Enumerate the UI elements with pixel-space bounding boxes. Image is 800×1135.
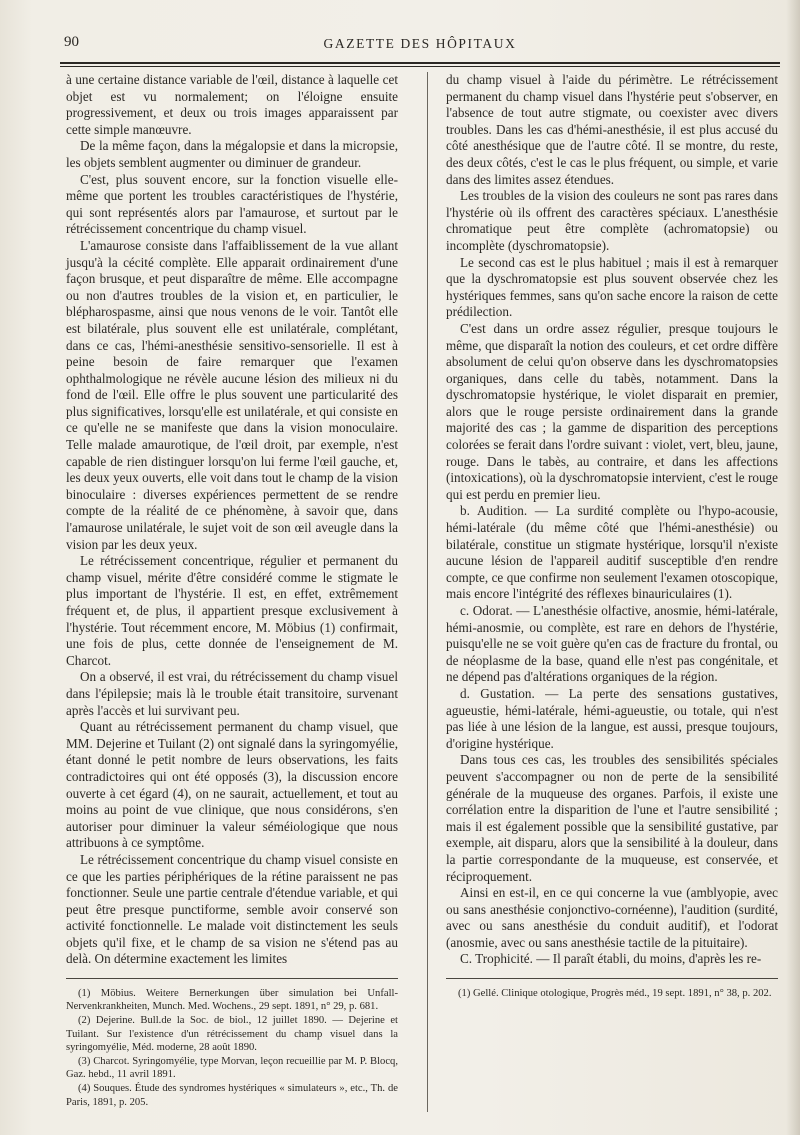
paragraph: à une certaine distance variable de l'œil, distance à laquelle cet objet est vu normalement; on l'éloigne ensuite progressivement, et deux ou trois images apparaissent par cette simple manœuvre. xyxy=(66,72,398,137)
running-title: GAZETTE DES HÔPITAUX xyxy=(323,36,517,51)
paragraph: C'est, plus souvent encore, sur la fonction visuelle elle-même que portent les troubles caractéristiques de l'hystérie, qui sont représentés alors par l'amaurose, et surtout par le rétrécissement concentrique du champ visuel. xyxy=(66,171,398,237)
footnote-rule xyxy=(66,978,398,979)
footnote: (2) Dejerine. Bull.de la Soc. de biol., 12 juillet 1890. — Dejerine et Tuilant. Sur l'existence d'un rétrécissement du champ visuel dans la syringomyélie, Méd. moderne, 28 août 1890. xyxy=(66,1015,398,1053)
paragraph: Le rétrécissement concentrique du champ visuel consiste en ce que les parties périphériques de la rétine paraissent ne pas fonctionner. Seule une partie centrale d'étendue variable, et qui peut être presque punctiforme, semble avoir conservé son activité fonctionnelle. Le malade voit distinctement les seuls objets qu'il fixe, et le champ de sa vision ne s'étend pas au delà. On détermine exactement les limites xyxy=(66,851,398,967)
paragraph: De la même façon, dans la mégalopsie et dans la micropsie, les objets semblent augmenter ou diminuer de grandeur. xyxy=(66,138,398,170)
paragraph: du champ visuel à l'aide du périmètre. Le rétrécissement permanent du champ visuel dans l'hystérie peut s'observer, en l'absence de tout autre stigmate, ou coexister avec divers troubles. Dans les cas d'hémi-anesthésie, il est plus accusé du côté anesthésique que de l'autre côté. Il se montre, du reste, des deux côtés, c'est le cas le plus fréquent, ou simple, et varie dans des limites assez étendues. xyxy=(446,72,778,187)
paragraph: On a observé, il est vrai, du rétrécissement du champ visuel dans l'épilepsie; mais là le trouble était transitoire, survenant après l'accès et lui survivant peu. xyxy=(66,669,398,718)
page-number: 90 xyxy=(64,34,79,50)
header-rule-thin xyxy=(60,66,780,67)
footnote: (3) Charcot. Syringomyélie, type Morvan, leçon recueillie par M. P. Blocq, Gaz. hebd., 11 avril 1891. xyxy=(66,1056,398,1081)
paragraph: Dans tous ces cas, les troubles des sensibilités spéciales peuvent s'accompagner ou non de perte de la sensibilité générale de la muqueuse des organes. Parfois, il existe une corrélation entre la disparition de l'une et l'autre sensibilité ; mais il est également possible que la sensibilité gustative, par exemple, ait disparu, alors que la sensibilité à la douleur, dans la partie correspondante de la muqueuse, est conservée, et réciproquement. xyxy=(446,752,778,884)
footnote: (1) Gellé. Clinique otologique, Progrès méd., 19 sept. 1891, n° 38, p. 202. xyxy=(458,988,772,1000)
page-header xyxy=(60,30,780,60)
header-rule-thick xyxy=(60,62,780,64)
page-edge-shadow xyxy=(786,0,800,1135)
paragraph: L'amaurose consiste dans l'affaiblissement de la vue allant jusqu'à la cécité complète. Elle apparait ordinairement d'une façon brusque, et peut disparaître de même. Elle accompagne ou non d'autres troubles de la vision et, en particulier, le blépharospasme, ainsi que nous venons de le voir. Tantôt elle est bilatérale, plus souvent elle est unilatérale, complétant, dans ce cas, l'hémi-anesthésie sensitivo-sensorielle. Il est à peine besoin de faire remarquer que l'examen ophthalmologique ne révèle aucune lésion des milieux ni du fond de l'œil. Elle offre le plus souvent une particularité des plus significatives, lorsqu'elle est unilatérale, et qui consiste en ce qu'elle ne se manifeste que dans la vision monoculaire. Telle malade amaurotique, de l'œil droit, par exemple, n'est capable de rien distinguer lorsqu'on lui ferme l'œil gauche, et, les deux yeux ouverts, elle voit dans tout le champ de la vision binoculaire : diverses expériences permettent de se rendre compte de la réalité de ce phénomène, à savoir que, dans l'amaurose unilatérale, le sujet voit de son œil aveugle dans la vision par les deux yeux. xyxy=(66,237,398,552)
footnote: (1) Möbius. Weitere Bernerkungen über simulation bei Unfall-Nervenkrankheiten, Munch. Med. Wochens., 29 sept. 1891, n° 29, p. 681. xyxy=(66,988,398,1013)
footnote-rule xyxy=(446,978,778,979)
column-divider xyxy=(427,72,428,1112)
paragraph: Ainsi en est-il, en ce qui concerne la vue (amblyopie, avec ou sans anesthésie conjonctivo-cornéenne), l'audition (surdité, avec ou sans anesthésie du conduit auditif), et l'odorat (anosmie, avec ou sans anesthésie tactile de la pituitaire). xyxy=(446,885,778,950)
left-column xyxy=(66,72,398,1110)
footnote: (4) Souques. Étude des syndromes hystériques « simulateurs », etc., Th. de Paris, 1891, p. 205. xyxy=(66,1083,398,1108)
right-column xyxy=(446,72,778,1001)
paragraph: c. Odorat. — L'anesthésie olfactive, anosmie, hémi-latérale, hémi-anosmie, ou complète, est rare en dehors de l'hystérie, puisqu'elle ne se voit guère qu'en cas de fracture du frontal, ou de néoplasme de la base, quand elle n'est pas congénitale, et ne dépend pas d'altérations organiques de la région. xyxy=(446,603,778,685)
paragraph: C. Trophicité. — Il paraît établi, du moins, d'après les re- xyxy=(460,951,762,967)
paragraph: C'est dans un ordre assez régulier, presque toujours le même, que disparaît la notion des couleurs, et cet ordre diffère absolument de celui qu'on observe dans les dyschromatopsies organiques, dans celle du tabès, notamment. Dans la dyschromatopsie hystérique, le violet disparait en premier, alors que le rouge persiste ordinairement dans la grande majorité des cas ; la gamme de disparition des perceptions colorées se ferait dans l'ordre suivant : violet, vert, bleu, jaune, rouge. Dans le tabès, au contraire, et dans les affections (intoxications), où la dyschromatopsie intervient, c'est le rouge qui est perdu en premier lieu. xyxy=(446,320,778,502)
paragraph: Quant au rétrécissement permanent du champ visuel, que MM. Dejerine et Tuilant (2) ont signalé dans la syringomyélie, étant donné le petit nombre de leurs observations, les faits contradictoires qui ont été opposés (3), la discussion encore ouverte à cet égard (4), on ne saurait, actuellement, et tout au moins au point de vue clinique, que nous considérons, s'en autoriser pour diminuer la valeur séméiologique que nous attribuons à ce symptôme. xyxy=(66,719,398,851)
paragraph: Le second cas est le plus habituel ; mais il est à remarquer que la dyschromatopsie est plus souvent observée chez les hystériques femmes, sans qu'on sache encore la raison de cette prédilection. xyxy=(446,254,778,320)
paragraph: b. Audition. — La surdité complète ou l'hypo-acousie, hémi-latérale (du même côté que l'hémi-anesthésie) ou bilatérale, constitue un stigmate hystérique, lorsqu'il n'existe aucune lésion de l'appareil auditif susceptible d'en rendre compte, ce que confirme non seulement l'examen otoscopique, mais encore l'intégrité des réflexes binauriculaires (1). xyxy=(446,503,778,602)
paragraph: d. Gustation. — La perte des sensations gustatives, agueustie, hémi-latérale, hémi-agueustie, ou totale, qui n'est pas liée à une lésion de la langue, est aussi, presque toujours, d'origine hystérique. xyxy=(446,685,778,751)
paragraph: Les troubles de la vision des couleurs ne sont pas rares dans l'hystérie où ils offrent des caractères spéciaux. L'anesthésie chromatique peut être complète (achromatopsie) ou incomplète (dyschromatopsie). xyxy=(446,188,778,253)
paragraph: Le rétrécissement concentrique, régulier et permanent du champ visuel, mérite d'être considéré comme le stigmate le plus important de l'hystérie. Il est, en effet, extrêmement fréquent et, de plus, il appartient presque exclusivement à l'hystérie. Tout récemment encore, M. Möbius (1) confirmait, une fois de plus, cette donnée de l'enseignement de M. Charcot. xyxy=(66,553,398,668)
